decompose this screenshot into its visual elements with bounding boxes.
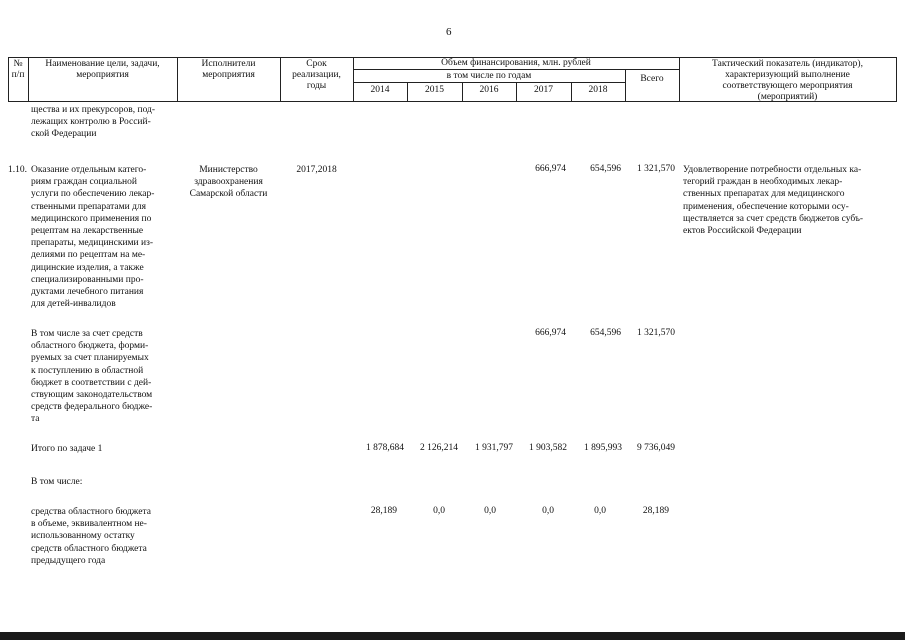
row-regional-name: В том числе за счет средств областного бюджета, форми- руемых за счет планируемых к поступлению в областной бюджет в соответствии с дей- ствующим законодательством средств федерального бюдже- та [31, 329, 153, 425]
header-year-2015: 2015 [425, 85, 444, 95]
row-including-name: В том числе: [31, 477, 83, 487]
row-total-task-2016: 1 931,797 [475, 443, 513, 453]
row-remaining-2015: 0,0 [433, 506, 445, 516]
row-remaining-2016: 0,0 [484, 506, 496, 516]
header-executors: Исполнители мероприятия [201, 59, 256, 80]
row-total-task-2015: 2 126,214 [420, 443, 458, 453]
page-number: 6 [446, 26, 452, 38]
row-1-10-name: Оказание отдельным катего- риям граждан социальной услуги по обеспечению лекар- ственными препаратами для медицинского применения по рецептам на лекарственные препараты, медицинскими из- делиями по рецептам на ме- дицинские изделия, а также специализированными про- дуктами лечебного питания для детей-инвалидов [31, 165, 155, 310]
bottom-scan-border [0, 632, 905, 640]
row-remaining-name: средства областного бюджета в объеме, эквивалентном не- использованному остатку средств областного бюджета предыдущего года [31, 507, 151, 566]
row-remaining-2014: 28,189 [370, 506, 397, 516]
row-1-10-2017: 666,974 [535, 164, 566, 174]
row-1-10-num: 1.10. [8, 165, 27, 175]
row-regional-2017: 666,974 [535, 328, 566, 338]
row-total-task-name: Итого по задаче 1 [31, 444, 103, 454]
header-year-2016: 2016 [479, 85, 499, 95]
row-total-task-total: 9 736,049 [637, 443, 675, 453]
row-total-task-2017: 1 903,582 [529, 443, 567, 453]
row-1-10-total: 1 321,570 [637, 164, 675, 174]
header-indicator: Тактический показатель (индикатор), характеризующий выполнение соответствующего мероприятия (мероприятий) [712, 59, 863, 102]
row-1-10-executor: Министерство здравоохранения Самарской области [189, 165, 268, 200]
header-year-2014: 2014 [370, 85, 390, 95]
row-1-10-indicator: Удовлетворение потребности отдельных ка- тегорий граждан в необходимых лекар- ственных препаратах для медицинского применения, обеспечение которыми осу- ществляется за счет средств бюджетов субъ- ектов Российской Федерации [683, 165, 864, 237]
header-by-years: в том числе по годам [446, 71, 532, 81]
header-num: № п/п [11, 59, 25, 80]
row-1-10-period: 2017,2018 [296, 165, 337, 175]
row-remaining-total: 28,189 [642, 506, 669, 516]
header-name: Наименование цели, задачи, мероприятия [45, 59, 160, 80]
header-total: Всего [640, 74, 664, 84]
row-regional-2018: 654,596 [590, 328, 621, 338]
row-remaining-2018: 0,0 [594, 506, 606, 516]
header-financing-title: Объем финансирования, млн. рублей [441, 58, 591, 68]
header-year-2018: 2018 [588, 85, 608, 95]
row-remaining-2017: 0,0 [542, 506, 554, 516]
header-year-2017: 2017 [534, 85, 553, 95]
row-total-task-2014: 1 878,684 [366, 443, 404, 453]
row-total-task-2018: 1 895,993 [584, 443, 622, 453]
row-1-10-2018: 654,596 [590, 164, 621, 174]
header-period: Срок реализации, годы [292, 59, 341, 91]
continuation-name: щества и их прекурсоров, под- лежащих контролю в Россий- ской Федерации [31, 105, 156, 140]
row-regional-total: 1 321,570 [637, 328, 675, 338]
